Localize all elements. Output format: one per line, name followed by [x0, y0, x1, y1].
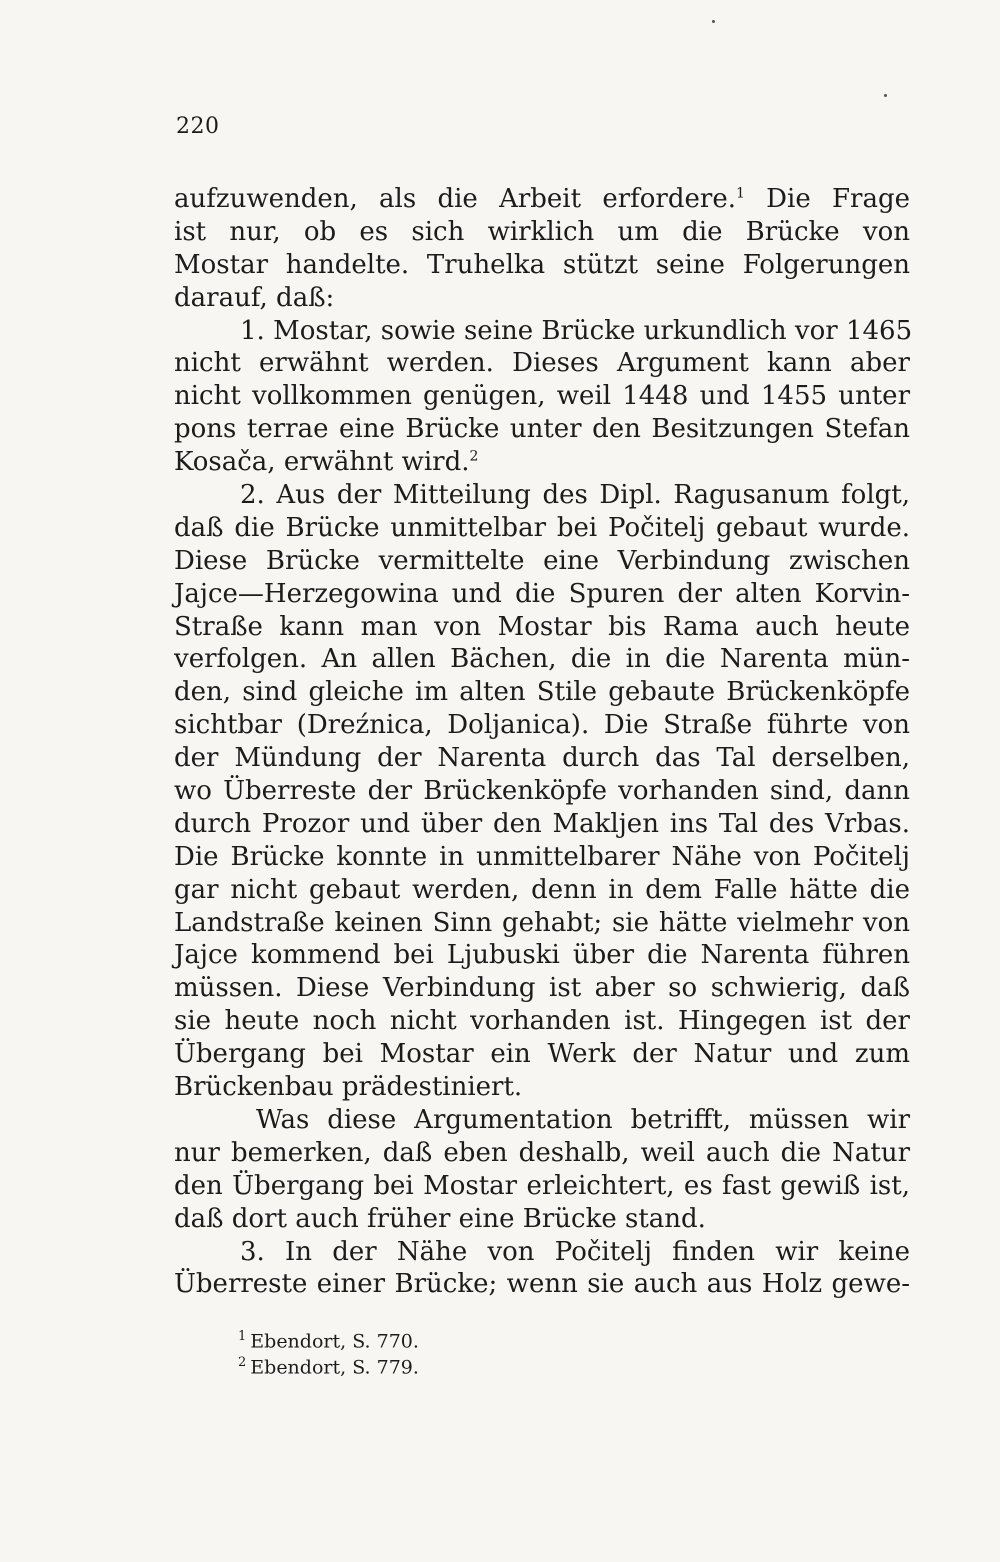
- line-text: Was diese Argumentation betrifft, müssen wir: [256, 1104, 910, 1135]
- text-line: [174, 380, 910, 413]
- text-line: [174, 676, 910, 709]
- line-text: Jajce kommend bei Ljubuski über die Narenta führen: [174, 940, 910, 971]
- line-text: Diese Brücke vermittelte eine Verbindung zwischen: [174, 545, 910, 576]
- main-text: [174, 183, 913, 1301]
- text-line: [174, 874, 910, 907]
- text-line: [174, 972, 910, 1005]
- text-line: [174, 1268, 910, 1301]
- line-text: nur bemerken, daß eben deshalb, weil auch die Natur: [174, 1137, 910, 1168]
- text-line: [174, 282, 910, 315]
- text-line: [174, 512, 910, 545]
- footnote-text: Ebendort, S. 770.: [250, 1330, 419, 1353]
- text-line: [174, 578, 910, 611]
- text-line: [174, 939, 910, 972]
- text-line: [174, 808, 910, 841]
- line-text: Jajce—Herzegowina und die Spuren der alten Korvin-: [174, 578, 910, 609]
- text-line: [174, 1005, 910, 1038]
- line-text: Straße kann man von Mostar bis Rama auch heute: [174, 611, 910, 642]
- line-text: wo Überreste der Brückenköpfe vorhanden sind, dann: [174, 776, 910, 807]
- footnote-text: Ebendort, S. 779.: [250, 1356, 419, 1379]
- line-text: nicht erwähnt werden. Dieses Argument kann aber: [174, 348, 910, 379]
- line-text: der Mündung der Narenta durch das Tal derselben,: [174, 743, 910, 774]
- text-line: [174, 841, 910, 874]
- text-line: [174, 1170, 910, 1203]
- line-text: den Übergang bei Mostar erleichtert, es fast gewiß ist,: [174, 1170, 910, 1201]
- line-text: aufzuwenden, als die Arbeit erfordere.: [174, 184, 736, 214]
- text-line: [174, 249, 910, 282]
- text-line: [174, 1203, 910, 1236]
- footnote-reference: 2: [469, 448, 479, 465]
- text-line: [174, 775, 910, 808]
- page-number: 220: [176, 114, 220, 139]
- line-text: daß dort auch früher eine Brücke stand.: [174, 1203, 706, 1234]
- line-text: gar nicht gebaut werden, denn in dem Falle hätte die: [174, 874, 910, 905]
- line-text: Brückenbau prädestiniert.: [174, 1072, 523, 1103]
- text-line: [174, 1071, 910, 1104]
- line-text: 2. Aus der Mitteilung des Dipl. Ragusanum folgt,: [240, 480, 910, 511]
- footnote-mark: 2: [238, 1355, 247, 1370]
- line-text: sichtbar (Dreźnica, Doljanica). Die Straße führte von: [174, 710, 910, 741]
- text-line: [174, 742, 910, 775]
- scan-speck: [712, 20, 715, 23]
- line-text: ist nur, ob es sich wirklich um die Brücke von: [174, 216, 910, 247]
- line-text-continued: Die Frage: [744, 184, 911, 214]
- line-text: nicht vollkommen genügen, weil 1448 und 1455 unter: [174, 381, 910, 412]
- line-text: 3. In der Nähe von Počitelj finden wir keine: [240, 1236, 910, 1267]
- footnote: [238, 1350, 419, 1379]
- line-text: pons terrae eine Brücke unter den Besitzungen Stefan: [174, 414, 910, 445]
- text-line: [174, 643, 910, 676]
- line-text: Überreste einer Brücke; wenn sie auch aus Holz gewe-: [174, 1269, 910, 1300]
- text-line: [174, 413, 910, 446]
- footnotes: [238, 1324, 419, 1379]
- line-text: Kosača, erwähnt wird.: [174, 447, 470, 478]
- line-text: durch Prozor und über den Makljen ins Tal des Vrbas.: [174, 808, 910, 839]
- line-text: müssen. Diese Verbindung ist aber so schwierig, daß: [174, 973, 910, 1004]
- text-line: [174, 315, 913, 348]
- text-line: [174, 907, 910, 940]
- text-line: [174, 1236, 910, 1269]
- line-text: daß die Brücke unmittelbar bei Počitelj gebaut wurde.: [174, 512, 910, 543]
- line-text: den, sind gleiche im alten Stile gebaute Brückenköpfe: [174, 677, 910, 708]
- line-text: 1. Mostar, sowie seine Brücke urkundlich vor 1465: [240, 315, 913, 346]
- text-line: [174, 1038, 910, 1071]
- text-line: [174, 183, 910, 216]
- line-text: Landstraße keinen Sinn gehabt; sie hätte vielmehr von: [174, 907, 910, 938]
- text-line: [174, 709, 910, 742]
- scan-speck: [884, 94, 887, 97]
- text-line: [174, 216, 910, 249]
- line-text: Die Brücke konnte in unmittelbarer Nähe von Počitelj: [174, 841, 910, 872]
- line-text: darauf, daß:: [174, 282, 335, 313]
- text-line: [174, 1137, 910, 1170]
- line-text: Mostar handelte. Truhelka stützt seine Folgerungen: [174, 249, 910, 280]
- text-line: [174, 446, 910, 479]
- footnote-reference: 1: [735, 185, 745, 202]
- footnote-mark: 1: [238, 1329, 247, 1344]
- text-line: [174, 479, 910, 512]
- line-text: sie heute noch nicht vorhanden ist. Hingegen ist der: [174, 1006, 910, 1037]
- line-text: verfolgen. An allen Bächen, die in die Narenta mün-: [174, 644, 910, 675]
- text-line: [174, 347, 910, 380]
- text-line: [174, 545, 910, 578]
- line-text: Übergang bei Mostar ein Werk der Natur und zum: [174, 1039, 910, 1070]
- text-line: [174, 1104, 910, 1137]
- text-line: [174, 611, 910, 644]
- footnote: [238, 1324, 419, 1353]
